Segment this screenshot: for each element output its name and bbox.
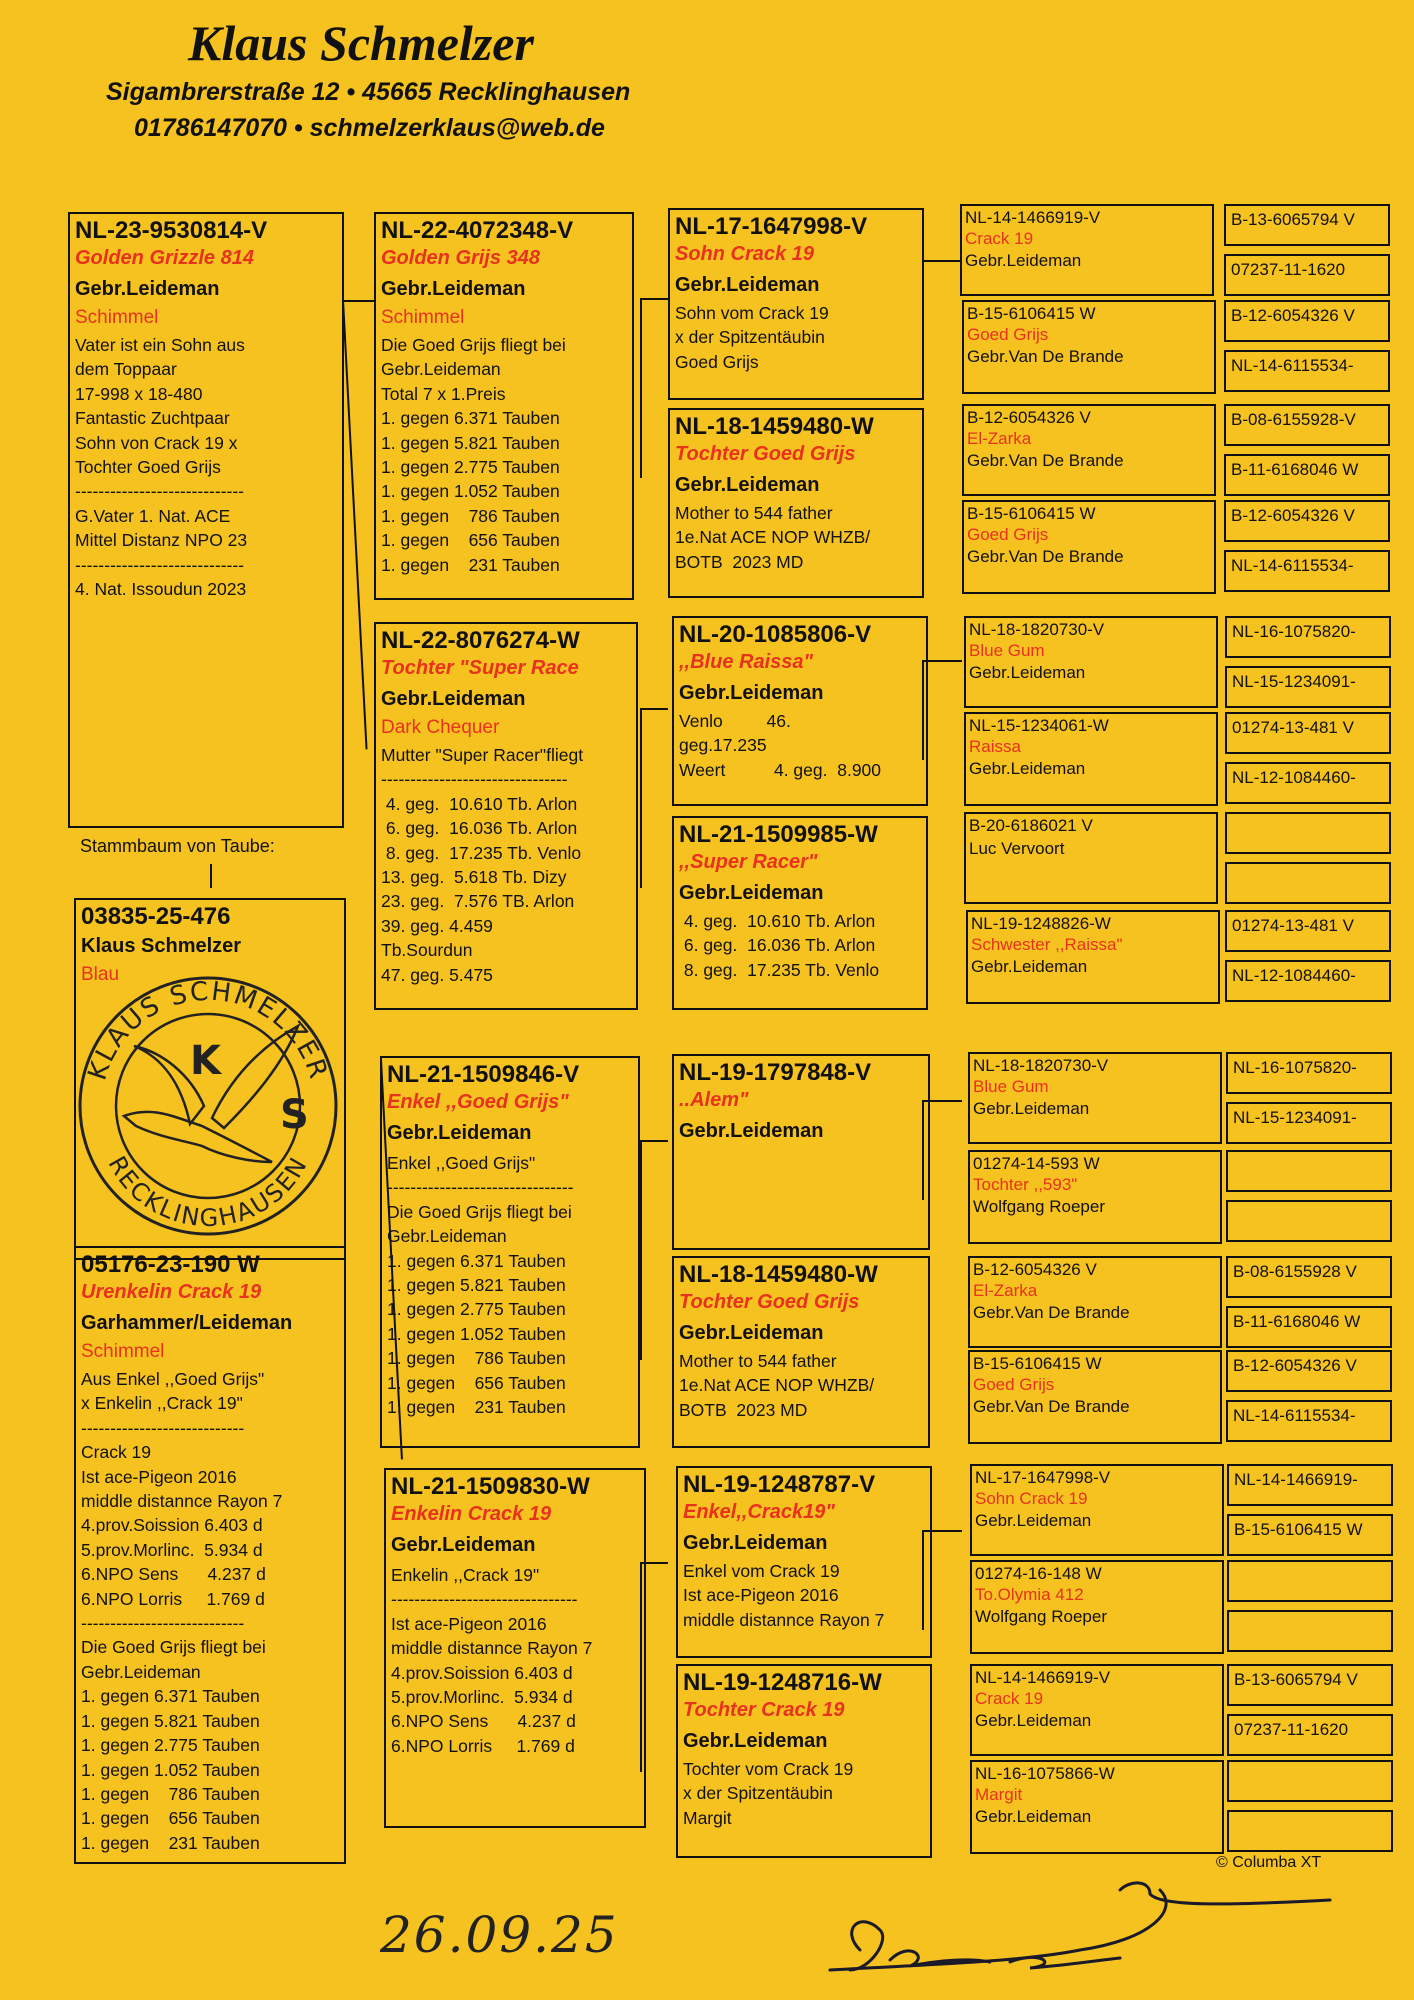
ring-number: NL-22-4072348-V (381, 217, 574, 244)
pigeon-card-gen4 (1227, 1464, 1393, 1506)
stamp-bottom-text: RECKLINGHAUSEN (102, 1151, 314, 1233)
pigeon-card-gen4 (1227, 1560, 1393, 1602)
breeder-name: Klaus Schmelzer (81, 935, 242, 957)
pigeon-card-gen4 (1226, 1400, 1392, 1442)
ring-number: B-12-6054326 V (973, 1260, 1097, 1279)
pigeon-card-gen1 (374, 622, 638, 1010)
pigeon-name: Tochter "Super Race (381, 657, 579, 679)
pigeon-card-gen2 (668, 408, 924, 598)
ring-number (1228, 1152, 1390, 1156)
pigeon-card-gen4 (1226, 1102, 1392, 1144)
breeder-name: Gebr.Leideman (971, 957, 1088, 976)
pigeon-notes: Mother to 544 father 1e.Nat ACE NOP WHZB/ BOTB 2023 MD (675, 503, 871, 572)
pigeon-card-gen3 (970, 1664, 1224, 1756)
ring-number: NL-21-1509985-W (679, 821, 878, 848)
pigeon-name: Enkel,,Crack19" (683, 1501, 835, 1523)
ring-number: NL-16-1075820- (1233, 1058, 1357, 1077)
pigeon-card-gen4 (1224, 350, 1390, 392)
pigeon-name: Blue Gum (969, 641, 1045, 660)
ring-number: NL-14-1466919- (1234, 1470, 1358, 1489)
pigeon-card-gen3 (968, 1150, 1222, 1244)
ring-number (1229, 1562, 1391, 1566)
ring-number: B-13-6065794 V (1231, 210, 1355, 229)
pigeon-card-gen3 (964, 712, 1218, 806)
breeder-name: Gebr.Leideman (679, 882, 824, 904)
pigeon-name: Sohn Crack 19 (975, 1489, 1088, 1508)
ring-number: 07237-11-1620 (1234, 1720, 1349, 1739)
ring-number: B-13-6065794 V (1234, 1670, 1358, 1689)
pigeon-card-gen4 (1225, 960, 1391, 1002)
pigeon-card-gen4 (1225, 762, 1391, 804)
ring-number: B-11-6168046 W (1231, 460, 1359, 479)
pigeon-name: Tochter Crack 19 (683, 1699, 845, 1721)
ring-number: 01274-13-481 V (1232, 718, 1354, 737)
pigeon-card-gen4 (1227, 1610, 1393, 1652)
breeder-name: Gebr.Leideman (975, 1807, 1092, 1826)
pigeon-card-gen1 (374, 212, 634, 600)
breeder-name: Gebr.Leideman (381, 278, 526, 300)
pigeon-name: To.Olymia 412 (975, 1585, 1084, 1604)
breeder-name-heading: Klaus Schmelzer (188, 15, 534, 71)
pigeon-card-gen4 (1226, 1306, 1392, 1348)
ring-number: NL-21-1509830-W (391, 1473, 590, 1500)
ring-number: B-12-6054326 V (967, 408, 1091, 427)
ring-number: NL-20-1085806-V (679, 621, 872, 648)
pigeon-color: Blau (81, 964, 120, 985)
stamp-top-text: KLAUS SCHMELZER (82, 976, 334, 1084)
pigeon-notes: Mutter "Super Racer"fliegt -------------------------------- 4. geg. 10.610 Tb. Arlon 6. geg. 16.036 Tb. Arlon 8. geg. 17.235 Tb. Venlo 13. geg. 5.618 Tb. Dizy 23. geg. 7.576 TB. Arlon 39. geg. 4.459 Tb.Sourdun 47. geg. 5.475 (381, 745, 584, 985)
ring-number: NL-16-1075820- (1232, 622, 1356, 641)
ring-number: 01274-13-481 V (1232, 916, 1354, 935)
breeder-name: Wolfgang Roeper (973, 1197, 1105, 1216)
pigeon-name: ,,Blue Raissa" (679, 651, 813, 673)
connector-line (640, 298, 668, 300)
pigeon-card-gen2 (676, 1664, 932, 1858)
pedigree-of-label: Stammbaum von Taube: (80, 836, 275, 856)
ring-number (1228, 1202, 1390, 1206)
breeder-name: Gebr.Van De Brande (973, 1303, 1130, 1322)
ring-number: NL-18-1820730-V (969, 620, 1105, 639)
breeder-name: Gebr.Leideman (965, 251, 1082, 270)
ring-number (1227, 814, 1389, 818)
ring-number: NL-18-1459480-W (679, 1261, 878, 1288)
pigeon-card-main (68, 212, 344, 828)
breeder-name: Wolfgang Roeper (975, 1607, 1107, 1626)
pigeon-notes: Vater ist ein Sohn aus dem Toppaar 17-998 x 18-480 Fantastic Zuchtpaar Sohn von Crack 19 x Tochter Goed Grijs ----------------------------- G.Vater 1. Nat. ACE Mittel Distanz NPO 23 ----------------------------- 4. Nat. Issoudun 2023 (75, 335, 248, 600)
pigeon-notes: Tochter vom Crack 19 x der Spitzentäubin Margit (683, 1759, 854, 1828)
ring-number: NL-14-6115534- (1233, 1406, 1356, 1425)
pigeon-name: Margit (975, 1785, 1023, 1804)
breeder-name: Gebr.Leideman (387, 1122, 532, 1144)
handwritten-signature (820, 1870, 1340, 1990)
pigeon-card-gen4 (1225, 862, 1391, 904)
connector-line (210, 864, 212, 888)
pigeon-name: Golden Grizzle 814 (75, 247, 254, 269)
pigeon-name: El-Zarka (967, 429, 1032, 448)
pigeon-name: Blue Gum (973, 1077, 1049, 1096)
pigeon-name: Tochter ,,593" (973, 1175, 1078, 1194)
pigeon-card-gen4 (1226, 1200, 1392, 1242)
ring-number: B-15-6106415 W (1234, 1520, 1363, 1539)
pigeon-card-gen3 (970, 1760, 1224, 1854)
pigeon-name: ..Alem" (679, 1089, 749, 1111)
pigeon-card-gen3 (968, 1256, 1222, 1348)
ring-number: B-08-6155928 V (1233, 1262, 1357, 1281)
pigeon-card-gen3 (962, 300, 1216, 394)
ring-number: NL-18-1459480-W (675, 413, 874, 440)
breeder-name: Gebr.Leideman (973, 1099, 1090, 1118)
software-credit: © Columba XT (1216, 1854, 1322, 1871)
pigeon-card-gen4 (1227, 1714, 1393, 1756)
pigeon-card-gen3 (960, 204, 1214, 296)
pigeon-card-gen4 (1224, 300, 1390, 342)
ring-number: NL-17-1647998-V (975, 1468, 1111, 1487)
pigeon-notes: Die Goed Grijs fliegt bei Gebr.Leideman Total 7 x 1.Preis 1. gegen 6.371 Tauben 1. gegen 5.821 Tauben 1. gegen 2.775 Tauben 1. gegen 1.052 Tauben 1. gegen 786 Tauben 1. gegen 656 Tauben 1. gegen 231 Tauben (381, 335, 566, 575)
connector-line (640, 1140, 642, 1360)
stamp-letter-k: K (190, 1038, 221, 1084)
pigeon-card-gen4 (1225, 910, 1391, 952)
pigeon-card-gen3 (964, 616, 1218, 708)
pigeon-card-gen4 (1225, 616, 1391, 658)
pigeon-name: Goed Grijs (973, 1375, 1055, 1394)
pigeon-card-gen4 (1226, 1052, 1392, 1094)
pigeon-name: Tochter Goed Grijs (679, 1291, 860, 1313)
pigeon-card-gen4 (1224, 204, 1390, 246)
pigeon-color: Schimmel (75, 307, 159, 328)
pigeon-card-gen1 (384, 1468, 646, 1828)
pigeon-color: Dark Chequer (381, 717, 500, 738)
pigeon-name: Schwester ,,Raissa" (971, 935, 1123, 954)
pigeon-card-gen3 (970, 1560, 1224, 1654)
pigeon-card-gen4 (1224, 500, 1390, 542)
pigeon-notes: Enkelin ,,Crack 19" -------------------------------- Ist ace-Pigeon 2016 middle distannce Rayon 7 4.prov.Soission 6.403 d 5.prov.Morlinc. 5.934 d 6.NPO Sens 4.237 d 6.NPO Lorris 1.769 d (391, 1565, 593, 1756)
ring-number: B-12-6054326 V (1231, 506, 1355, 525)
ring-number: NL-18-1820730-V (973, 1056, 1109, 1075)
pigeon-card-gen4 (1224, 454, 1390, 496)
pigeon-card-gen4 (1225, 666, 1391, 708)
ring-number: NL-23-9530814-V (75, 217, 268, 244)
pigeon-color: Schimmel (381, 307, 465, 328)
breeder-name: Gebr.Leideman (969, 663, 1086, 682)
ring-number: B-20-6186021 V (969, 816, 1093, 835)
stamp-letter-s: S (280, 1092, 309, 1138)
connector-line (640, 708, 642, 888)
pigeon-card-gen4 (1225, 812, 1391, 854)
breeder-name: Gebr.Leideman (679, 1120, 824, 1142)
pigeon-name: Tochter Goed Grijs (675, 443, 856, 465)
pigeon-name: Golden Grijs 348 (381, 247, 540, 269)
pigeon-card-gen2 (672, 1256, 930, 1448)
pigeon-card-gen4 (1227, 1760, 1393, 1802)
ring-number: NL-14-6115534- (1231, 356, 1354, 375)
breeder-name: Luc Vervoort (969, 839, 1065, 858)
breeder-name: Garhammer/Leideman (81, 1312, 293, 1334)
pigeon-card-gen4 (1225, 712, 1391, 754)
pigeon-name: Enkel ,,Goed Grijs" (387, 1091, 569, 1113)
connector-line (640, 708, 668, 710)
breeder-name: Gebr.Leideman (679, 1322, 824, 1344)
ring-number: B-08-6155928-V (1231, 410, 1356, 429)
ring-number (1229, 1612, 1391, 1616)
ring-number: 05176-23-190 W (81, 1251, 260, 1278)
pigeon-notes: Sohn vom Crack 19 x der Spitzentäubin Goed Grijs (675, 303, 829, 372)
pigeon-card-gen3 (968, 1350, 1222, 1444)
pigeon-name: El-Zarka (973, 1281, 1038, 1300)
pigeon-name: Raissa (969, 737, 1021, 756)
ring-number: NL-14-6115534- (1231, 556, 1354, 575)
handwritten-date: 26.09.25 (380, 1906, 619, 1964)
ring-number: NL-19-1797848-V (679, 1059, 872, 1086)
pigeon-card-gen4 (1227, 1664, 1393, 1706)
breeder-name: Gebr.Leideman (679, 682, 824, 704)
ring-number: 03835-25-476 (81, 903, 231, 930)
pigeon-notes: Mother to 544 father 1e.Nat ACE NOP WHZB/ BOTB 2023 MD (679, 1351, 875, 1420)
pigeon-card-gen2 (672, 1054, 930, 1250)
pigeon-card-gen3 (962, 500, 1216, 594)
ring-number: NL-12-1084460- (1232, 768, 1356, 787)
pigeon-card-gen4 (1224, 404, 1390, 446)
pigeon-card-gen4 (1224, 550, 1390, 592)
dove-icon (124, 1112, 272, 1162)
breeder-address: Sigambrerstraße 12 • 45665 Recklinghausen (106, 78, 631, 106)
breeder-name: Gebr.Leideman (75, 278, 220, 300)
breeder-contact: 01786147070 • schmelzerklaus@web.de (134, 114, 605, 142)
pigeon-card-partner (74, 1246, 346, 1864)
breeder-name: Gebr.Leideman (969, 759, 1086, 778)
breeder-name: Gebr.Van De Brande (973, 1397, 1130, 1416)
breeder-name: Gebr.Leideman (391, 1534, 536, 1556)
pigeon-card-gen2 (668, 208, 924, 400)
ring-number: NL-15-1234061-W (969, 716, 1109, 735)
pigeon-name: Enkelin Crack 19 (391, 1503, 552, 1525)
breeder-name: Gebr.Leideman (975, 1511, 1092, 1530)
pigeon-card-gen2 (672, 816, 928, 1010)
breeder-name: Gebr.Leideman (675, 274, 820, 296)
pigeon-card-gen4 (1226, 1150, 1392, 1192)
ring-number: B-11-6168046 W (1233, 1312, 1361, 1331)
breeder-name: Gebr.Leideman (975, 1711, 1092, 1730)
ring-number (1227, 864, 1389, 868)
pigeon-card-gen4 (1226, 1256, 1392, 1298)
pigeon-card-gen4 (1224, 254, 1390, 296)
pigeon-color: Schimmel (81, 1341, 165, 1362)
ring-number: 07237-11-1620 (1231, 260, 1346, 279)
connector-line (640, 298, 642, 478)
pigeon-card-gen3 (966, 910, 1220, 1004)
pigeon-card-gen4 (1227, 1514, 1393, 1556)
svg-text:RECKLINGHAUSEN (103, 1151, 314, 1232)
breeder-name: Gebr.Van De Brande (967, 547, 1124, 566)
connector-line (342, 300, 374, 302)
ring-number: NL-21-1509846-V (387, 1061, 580, 1088)
ring-number: 01274-14-593 W (973, 1154, 1100, 1173)
ring-number (1229, 1812, 1391, 1816)
pigeon-name: Goed Grijs (967, 525, 1049, 544)
connector-line (640, 1140, 668, 1142)
ring-number: B-12-6054326 V (1231, 306, 1355, 325)
ring-number: NL-14-1466919-V (975, 1668, 1111, 1687)
pigeon-card-gen3 (962, 404, 1216, 496)
ring-number: NL-14-1466919-V (965, 208, 1101, 227)
pigeon-name: Crack 19 (975, 1689, 1044, 1708)
connector-line (342, 300, 368, 749)
ring-number: B-12-6054326 V (1233, 1356, 1357, 1375)
ring-number: NL-15-1234091- (1232, 672, 1356, 691)
breeder-name: Gebr.Van De Brande (967, 347, 1124, 366)
breeder-stamp (72, 966, 344, 1246)
connector-line (922, 260, 962, 262)
ring-number: B-15-6106415 W (967, 304, 1096, 323)
ring-number: NL-19-1248787-V (683, 1471, 876, 1498)
pigeon-card-gen2 (676, 1466, 932, 1658)
pigeon-notes: 4. geg. 10.610 Tb. Arlon 6. geg. 16.036 Tb. Arlon 8. geg. 17.235 Tb. Venlo (683, 911, 880, 980)
pigeon-card-gen1 (380, 1056, 640, 1448)
ring-number: NL-19-1248716-W (683, 1669, 882, 1696)
pigeon-card-gen4 (1227, 1810, 1393, 1852)
pigeon-name: Urenkelin Crack 19 (81, 1281, 262, 1303)
breeder-name: Gebr.Leideman (381, 688, 526, 710)
pigeon-notes: Aus Enkel ,,Goed Grijs" x Enkelin ,,Crack 19" ---------------------------- Crack 19 Ist ace-Pigeon 2016 middle distannce Rayon 7 4.prov.Soission 6.403 d 5.prov.Morlinc. 5.934 d 6.NPO Sens 4.237 d 6.NPO Lorris 1.769 d ---------------------------- Die Goed Grijs fliegt bei Gebr.Leideman 1. gegen 6.371 Tauben 1. gegen 5.821 Tauben 1. gegen 2.775 Tauben 1. gegen 1.052 Tauben 1. gegen 786 Tauben 1. gegen 656 Tauben 1. gegen 231 Tauben (81, 1369, 283, 1853)
pigeon-name: Goed Grijs (967, 325, 1049, 344)
pigeon-name: ,,Super Racer" (679, 851, 818, 873)
pigeon-notes: Enkel ,,Goed Grijs" -------------------------------- Die Goed Grijs fliegt bei Gebr.Leideman 1. gegen 6.371 Tauben 1. gegen 5.821 Tauben 1. gegen 2.775 Tauben 1. gegen 1.052 Tauben 1. gegen 786 Tauben 1. gegen 656 Tauben 1. gegen 231 Tauben (387, 1153, 574, 1418)
ring-number: B-15-6106415 W (967, 504, 1096, 523)
ring-number: NL-17-1647998-V (675, 213, 868, 240)
pigeon-notes: Enkel vom Crack 19 Ist ace-Pigeon 2016 middle distannce Rayon 7 (683, 1561, 885, 1630)
connector-line (922, 660, 962, 662)
pigeon-name: Crack 19 (965, 229, 1034, 248)
pigeon-notes: Venlo 46. geg.17.235 Weert 4. geg. 8.900 (679, 711, 882, 780)
ring-number: NL-12-1084460- (1232, 966, 1356, 985)
ring-number (1229, 1762, 1391, 1766)
pigeon-card-gen3 (970, 1464, 1224, 1556)
breeder-name: Gebr.Leideman (683, 1730, 828, 1752)
ring-number: 01274-16-148 W (975, 1564, 1102, 1583)
pigeon-name: Sohn Crack 19 (675, 243, 814, 265)
breeder-name: Gebr.Leideman (683, 1532, 828, 1554)
breeder-name: Gebr.Van De Brande (967, 451, 1124, 470)
breeder-name: Gebr.Leideman (675, 474, 820, 496)
ring-number: NL-19-1248826-W (971, 914, 1111, 933)
pigeon-card-gen3 (964, 812, 1218, 904)
ring-number: NL-16-1075866-W (975, 1764, 1115, 1783)
ring-number: B-15-6106415 W (973, 1354, 1102, 1373)
pigeon-card-gen4 (1226, 1350, 1392, 1392)
pigeon-card-gen2 (672, 616, 928, 806)
ring-number: NL-15-1234091- (1233, 1108, 1357, 1127)
pigeon-card-gen3 (968, 1052, 1222, 1144)
ring-number: NL-22-8076274-W (381, 627, 580, 654)
